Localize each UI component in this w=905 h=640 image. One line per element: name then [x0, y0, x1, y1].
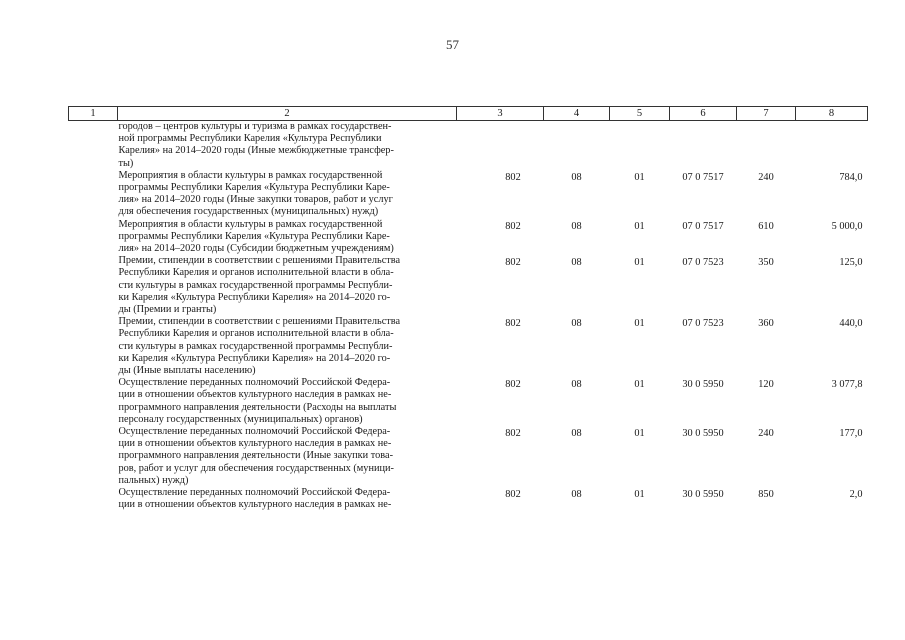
description-line: Премии, стипендии в соответствии с решениями Правительства [118, 255, 401, 267]
description-line: пальных) нужд) [118, 474, 189, 486]
description-line: для обеспечения государственных (муниципальных) нужд) [118, 206, 379, 218]
description-line: ции в отношении объектов культурного наследия в рамках не- [118, 438, 392, 450]
description-line: программы Республики Карелия «Культура Республики Каре- [118, 182, 390, 194]
amount [796, 121, 868, 170]
amount: 784,0 [839, 171, 863, 183]
expense-type-code [737, 121, 796, 170]
description-line: программного направления деятельности (Расходы на выплаты [118, 401, 397, 413]
row-description [69, 316, 457, 377]
expense-type-code: 350 [758, 257, 774, 269]
column-header: 3 [457, 107, 544, 121]
section-code: 08 [571, 220, 582, 232]
row-description [69, 255, 457, 316]
description-line: ки Карелия «Культура Республики Карелия» на 2014–2020 го- [118, 352, 391, 364]
description-line: ты) [118, 157, 134, 169]
subsection-code: 01 [634, 318, 645, 330]
amount: 440,0 [839, 318, 863, 330]
column-header: 5 [610, 107, 670, 121]
row-description [69, 487, 457, 511]
description-line: программы Республики Карелия «Культура Республики Каре- [118, 230, 390, 242]
admin-code [457, 121, 544, 170]
target-article-code: 07 0 7517 [682, 171, 724, 183]
amount: 125,0 [839, 257, 863, 269]
description-line: Осуществление переданных полномочий Российской Федера- [118, 377, 391, 389]
expense-type-code: 850 [758, 489, 774, 501]
amount: 2,0 [849, 489, 863, 501]
target-article-code [670, 121, 737, 170]
description-line: Мероприятия в области культуры в рамках государственной [118, 218, 383, 230]
description-line: Карелия» на 2014–2020 годы (Иные межбюджетные трансфер- [118, 145, 394, 157]
table-row [69, 255, 868, 316]
description-line: ды (Премии и гранты) [118, 304, 217, 316]
admin-code: 802 [505, 220, 521, 232]
admin-code: 802 [505, 257, 521, 269]
subsection-code: 01 [634, 428, 645, 440]
description-line: лия» на 2014–2020 годы (Субсидии бюджетным учреждениям) [118, 243, 394, 255]
description-line: Республики Карелия и органов исполнительной власти в обла- [118, 328, 394, 340]
subsection-code: 01 [634, 220, 645, 232]
admin-code: 802 [505, 489, 521, 501]
budget-table [68, 106, 868, 512]
subsection-code: 01 [634, 489, 645, 501]
row-description [69, 170, 457, 219]
table-header-row [69, 107, 868, 121]
table-row [69, 426, 868, 487]
description-line: Премии, стипендии в соответствии с решениями Правительства [118, 316, 401, 328]
page-number: 57 [446, 37, 459, 52]
description-line: Республики Карелия и органов исполнительной власти в обла- [118, 267, 394, 279]
expense-type-code: 240 [758, 428, 774, 440]
description-line: ки Карелия «Культура Республики Карелия» на 2014–2020 го- [118, 291, 391, 303]
table-row [69, 487, 868, 511]
subsection-code [610, 121, 670, 170]
table-row [69, 316, 868, 377]
description-line: ной программы Республики Карелия «Культура Республики [118, 133, 382, 145]
description-line: Мероприятия в области культуры в рамках государственной [118, 169, 383, 181]
column-header: 6 [670, 107, 737, 121]
section-code: 08 [571, 428, 582, 440]
target-article-code: 30 0 5950 [682, 428, 724, 440]
description-line: ды (Иные выплаты населению) [118, 365, 256, 377]
row-description [69, 219, 457, 256]
column-header: 8 [796, 107, 868, 121]
row-description [69, 426, 457, 487]
description-line: Осуществление переданных полномочий Российской Федера- [118, 487, 391, 499]
admin-code: 802 [505, 379, 521, 391]
row-description [69, 377, 457, 426]
admin-code: 802 [505, 318, 521, 330]
subsection-code: 01 [634, 257, 645, 269]
table-row [69, 219, 868, 256]
amount: 5 000,0 [831, 220, 863, 232]
admin-code: 802 [505, 171, 521, 183]
target-article-code: 07 0 7523 [682, 318, 724, 330]
section-code [544, 121, 610, 170]
description-line: сти культуры в рамках государственной программы Республи- [118, 340, 393, 352]
column-header: 4 [544, 107, 610, 121]
expense-type-code: 610 [758, 220, 774, 232]
description-line: городов – центров культуры и туризма в рамках государствен- [118, 121, 392, 132]
subsection-code: 01 [634, 379, 645, 391]
column-header: 1 [69, 107, 118, 121]
target-article-code: 30 0 5950 [682, 379, 724, 391]
description-line: ров, работ и услуг для обеспечения государственных (муници- [118, 462, 394, 474]
description-line: персоналу государственных (муниципальных) органов) [118, 413, 363, 425]
table-row [69, 121, 868, 170]
description-line: сти культуры в рамках государственной программы Республи- [118, 279, 393, 291]
target-article-code: 07 0 7517 [682, 220, 724, 232]
section-code: 08 [571, 379, 582, 391]
table-body [69, 121, 868, 512]
description-line: Осуществление переданных полномочий Российской Федера- [118, 426, 391, 438]
description-line: программного направления деятельности (Иные закупки това- [118, 450, 394, 462]
amount: 177,0 [839, 428, 863, 440]
section-code: 08 [571, 257, 582, 269]
target-article-code: 30 0 5950 [682, 489, 724, 501]
expense-type-code: 120 [758, 379, 774, 391]
admin-code: 802 [505, 428, 521, 440]
expense-type-code: 360 [758, 318, 774, 330]
section-code: 08 [571, 171, 582, 183]
amount: 3 077,8 [831, 379, 863, 391]
target-article-code: 07 0 7523 [682, 257, 724, 269]
subsection-code: 01 [634, 171, 645, 183]
column-header: 2 [118, 107, 457, 121]
description-line: ции в отношении объектов культурного наследия в рамках не- [118, 389, 392, 401]
section-code: 08 [571, 489, 582, 501]
description-line: ции в отношении объектов культурного наследия в рамках не- [118, 499, 392, 511]
table-row [69, 377, 868, 426]
table-row [69, 170, 868, 219]
section-code: 08 [571, 318, 582, 330]
expense-type-code: 240 [758, 171, 774, 183]
row-description [69, 121, 457, 170]
column-header: 7 [737, 107, 796, 121]
description-line: лия» на 2014–2020 годы (Иные закупки товаров, работ и услуг [118, 194, 393, 206]
